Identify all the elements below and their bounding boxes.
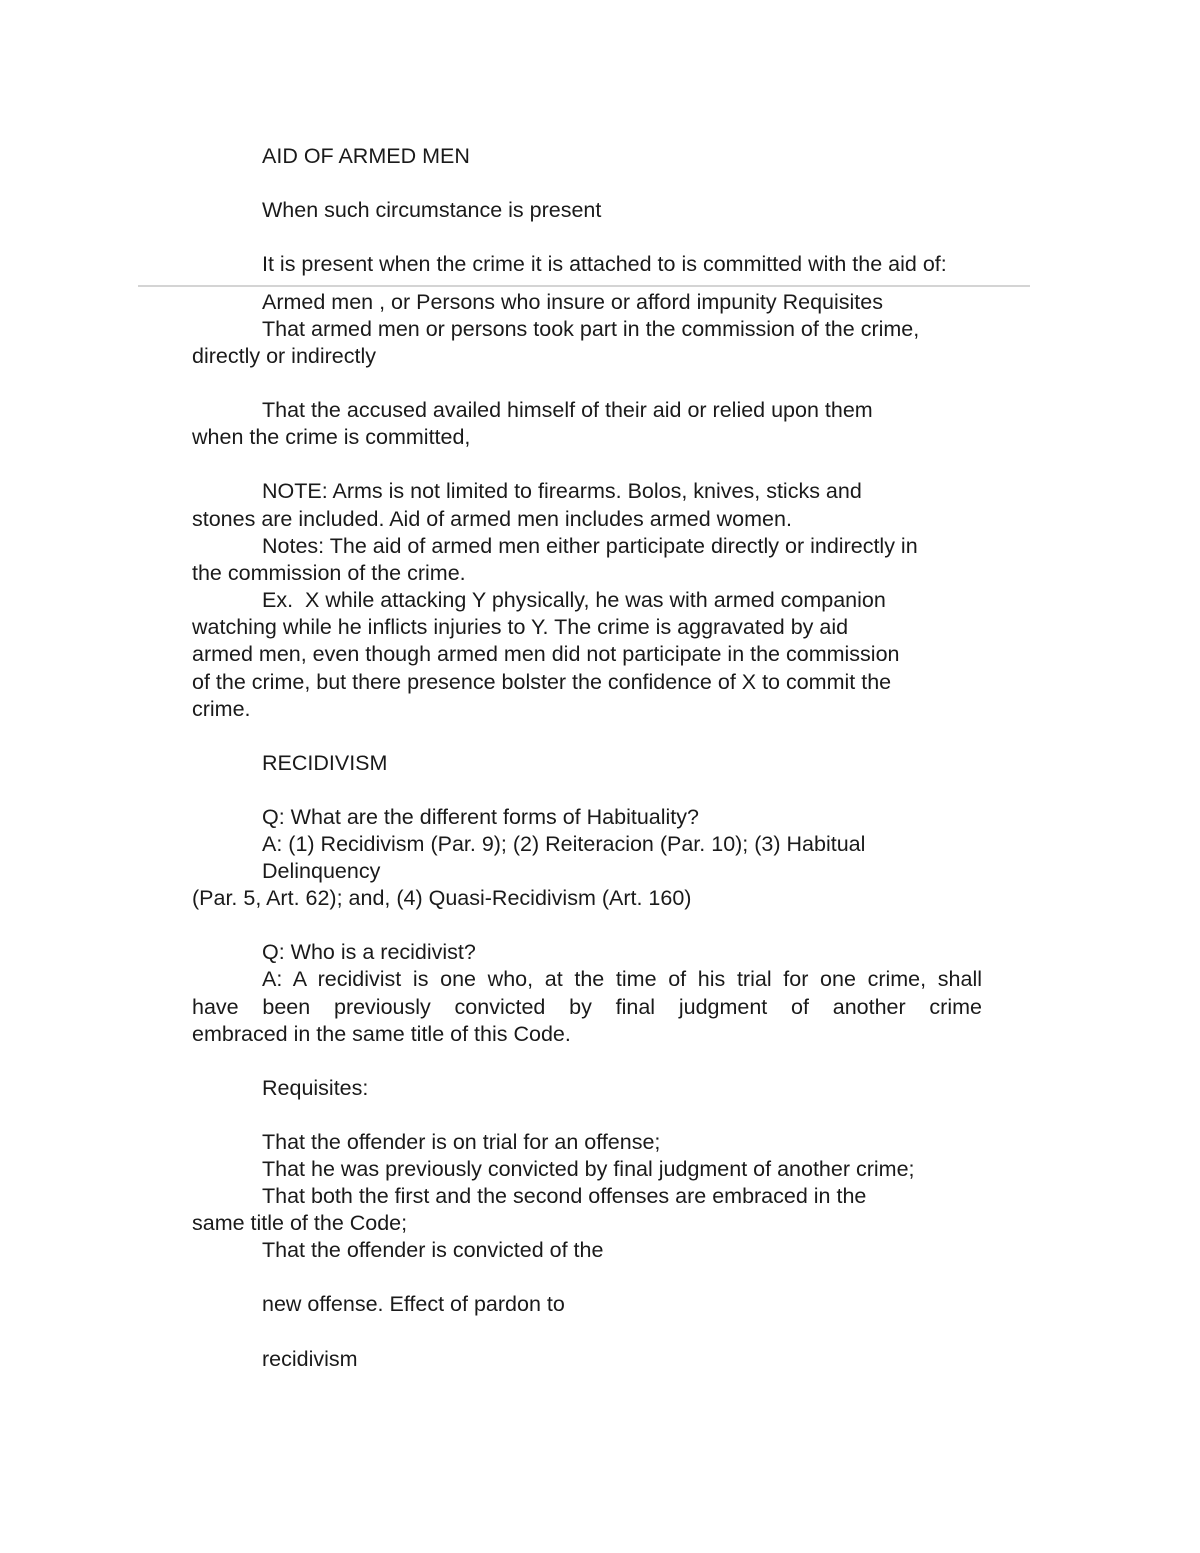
requisite-item: That both the first and the second offenses are embraced in the xyxy=(262,1184,867,1208)
example-line: crime. xyxy=(192,697,251,721)
paragraph-when-present: When such circumstance is present xyxy=(262,198,602,222)
requisite-line: That armed men or persons took part in the commission of the crime, xyxy=(262,317,920,341)
paragraph-line: new offense. Effect of pardon to xyxy=(262,1292,565,1316)
requisite-line: when the crime is committed, xyxy=(192,425,471,449)
answer-line: Delinquency xyxy=(262,859,381,883)
answer-line: (Par. 5, Art. 62); and, (4) Quasi-Recidivism (Art. 160) xyxy=(192,886,692,910)
notes-line: the commission of the crime. xyxy=(192,561,466,585)
requisite-item: That he was previously convicted by final judgment of another crime; xyxy=(262,1157,915,1181)
page-divider xyxy=(138,285,1030,287)
heading-recidivism: RECIDIVISM xyxy=(262,751,388,775)
paragraph-armed-persons: Armed men , or Persons who insure or afford impunity Requisites xyxy=(262,290,883,314)
example-line: of the crime, but there presence bolster the confidence of X to commit the xyxy=(192,670,892,694)
requisite-line: That the accused availed himself of their aid or relied upon them xyxy=(262,398,873,422)
heading-aid-of-armed-men: AID OF ARMED MEN xyxy=(262,144,470,168)
notes-line: Notes: The aid of armed men either participate directly or indirectly in xyxy=(262,534,918,558)
note-line: stones are included. Aid of armed men includes armed women. xyxy=(192,507,792,531)
example-line: watching while he inflicts injuries to Y. The crime is aggravated by aid xyxy=(192,615,849,639)
paragraph-present-intro: It is present when the crime it is attached to is committed with the aid of: xyxy=(262,252,947,276)
answer-line: A: (1) Recidivism (Par. 9); (2) Reiteracion (Par. 10); (3) Habitual xyxy=(262,832,866,856)
question-line: Q: Who is a recidivist? xyxy=(262,940,476,964)
answer-line: embraced in the same title of this Code. xyxy=(192,1022,571,1046)
example-line: Ex. X while attacking Y physically, he was with armed companion xyxy=(262,588,886,612)
requisite-item: That the offender is on trial for an offense; xyxy=(262,1130,661,1154)
example-line: armed men, even though armed men did not participate in the commission xyxy=(192,642,900,666)
requisite-line: directly or indirectly xyxy=(192,344,376,368)
answer-line: A: A recidivist is one who, at the time of his trial for one crime, shall xyxy=(262,967,982,991)
note-line: NOTE: Arms is not limited to firearms. Bolos, knives, sticks and xyxy=(262,479,862,503)
requisite-item: same title of the Code; xyxy=(192,1211,408,1235)
requisite-item: That the offender is convicted of the xyxy=(262,1238,604,1262)
requisites-heading: Requisites: xyxy=(262,1076,369,1100)
question-line: Q: What are the different forms of Habituality? xyxy=(262,805,699,829)
paragraph-line: recidivism xyxy=(262,1347,358,1371)
answer-line: have been previously convicted by final judgment of another crime xyxy=(192,995,982,1019)
